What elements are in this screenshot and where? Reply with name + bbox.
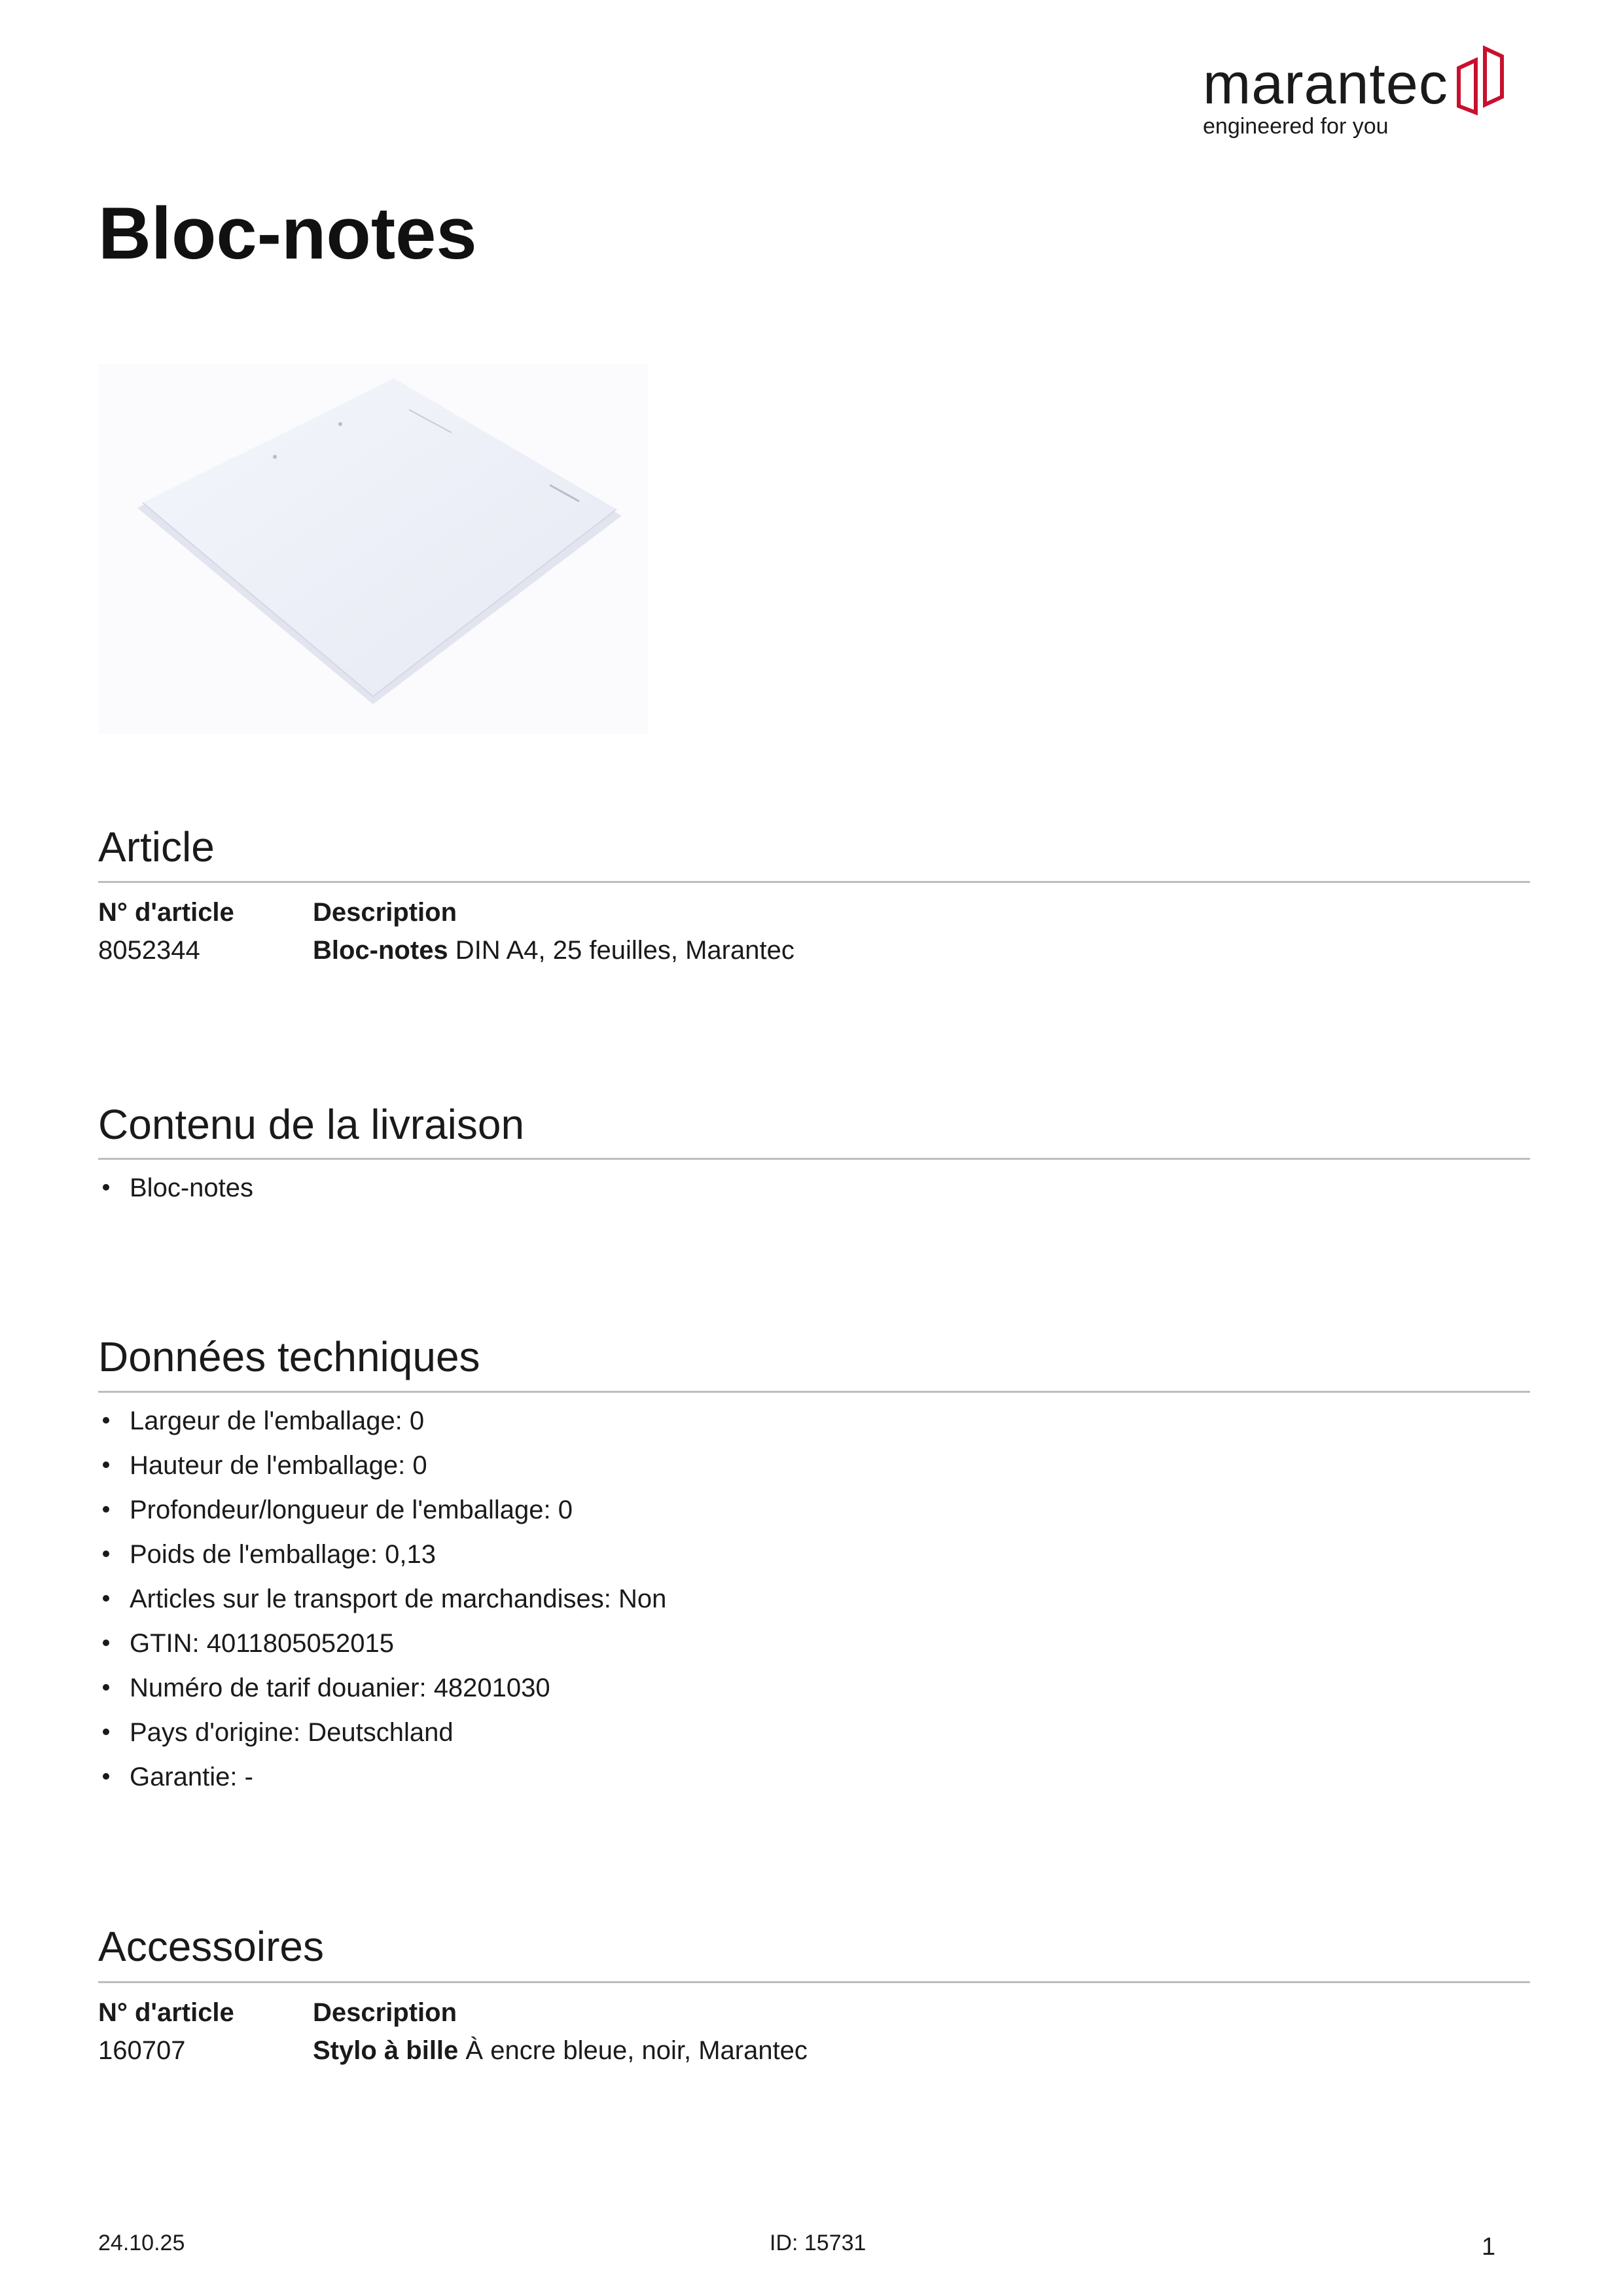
brand-name: marantec [1203, 51, 1448, 116]
article-description [313, 937, 794, 963]
section-divider [98, 881, 1530, 883]
bullet-icon [103, 1462, 109, 1468]
accessory-detail: À encre bleue, noir, Marantec [458, 2036, 808, 2065]
section-divider [98, 1981, 1530, 1983]
bullet-icon [103, 1729, 109, 1735]
list-item: Garantie: - [98, 1755, 666, 1799]
section-title-technical: Données techniques [98, 1333, 480, 1380]
list-item: Pays d'origine: Deutschland [98, 1710, 666, 1755]
column-header-description: Description [313, 1998, 457, 2027]
accessory-number: 160707 [98, 2036, 186, 2065]
brand-tagline: engineered for you [1203, 114, 1389, 139]
bullet-icon [103, 1506, 109, 1513]
footer-document-id: ID: 15731 [770, 2231, 866, 2255]
bullet-icon [103, 1551, 109, 1557]
column-header-article-number: N° d'article [98, 1998, 234, 2027]
list-item: Hauteur de l'emballage: 0 [98, 1443, 666, 1488]
column-header-article-number: N° d'article [98, 898, 234, 927]
column-header-description: Description [313, 898, 457, 927]
brand-logo [1203, 42, 1504, 147]
article-name: Bloc-notes [313, 936, 448, 965]
article-detail: DIN A4, 25 feuilles, Marantec [448, 936, 794, 965]
section-divider [98, 1158, 1530, 1160]
bullet-icon [103, 1595, 109, 1602]
technical-list [98, 1399, 666, 1799]
marantec-door-icon [1455, 45, 1506, 117]
section-title-delivery: Contenu de la livraison [98, 1101, 525, 1148]
delivery-list [98, 1166, 253, 1210]
article-number: 8052344 [98, 936, 200, 965]
list-item: Numéro de tarif douanier: 48201030 [98, 1666, 666, 1710]
page-title: Bloc-notes [98, 192, 477, 274]
section-divider [98, 1391, 1530, 1393]
list-item: Articles sur le transport de marchandises: Non [98, 1577, 666, 1621]
section-title-article: Article [98, 823, 215, 870]
bullet-icon [103, 1773, 109, 1780]
bullet-icon [103, 1184, 109, 1191]
accessory-description [313, 2037, 808, 2064]
bullet-icon [103, 1684, 109, 1691]
bullet-icon [103, 1640, 109, 1646]
accessory-name: Stylo à bille [313, 2036, 459, 2065]
notepad-product-photo-icon [98, 364, 648, 734]
bullet-icon [103, 1417, 109, 1424]
list-item: Profondeur/longueur de l'emballage: 0 [98, 1488, 666, 1532]
list-item: Poids de l'emballage: 0,13 [98, 1532, 666, 1577]
section-title-accessories: Accessoires [98, 1923, 324, 1970]
list-item: Bloc-notes [98, 1166, 253, 1210]
footer-date: 24.10.25 [98, 2231, 185, 2255]
list-item: Largeur de l'emballage: 0 [98, 1399, 666, 1443]
product-image [98, 364, 648, 734]
page-number: 1 [1482, 2233, 1496, 2261]
list-item: GTIN: 4011805052015 [98, 1621, 666, 1666]
